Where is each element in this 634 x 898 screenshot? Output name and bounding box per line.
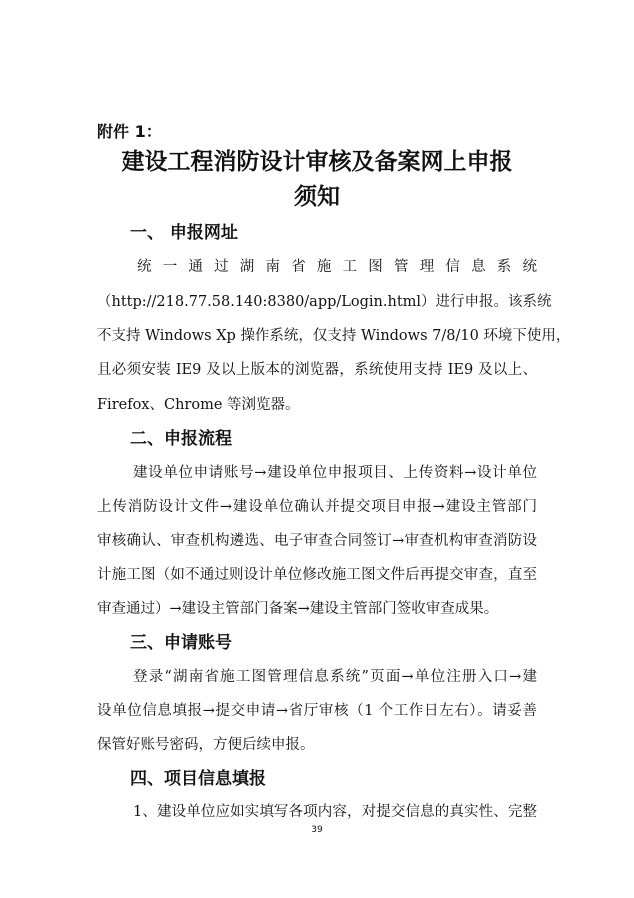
section-1-line-2: （http://218.77.58.140:8380/app/Login.html）进行申报。该系统	[97, 294, 552, 310]
section-2-line-2: 上传消防设计文件→建设单位确认并提交项目申报→建设主管部门	[97, 499, 537, 515]
section-2-line-4: 计施工图（如不通过则设计单位修改施工图文件后再提交审查，直至	[97, 567, 537, 583]
section-heading-1: 一、 申报网址	[130, 223, 238, 243]
section-1-line-5: Firefox、Chrome 等浏览器。	[97, 397, 300, 413]
section-1-line-4: 且必须安装 IE9 及以上版本的浏览器，系统使用支持 IE9 及以上、	[97, 362, 537, 378]
section-2-line-5: 审查通过）→建设主管部门备案→建设主管部门签收审查成果。	[97, 601, 499, 617]
section-2-line-1: 建设单位申请账号→建设单位申报项目、上传资料→设计单位	[133, 465, 537, 481]
section-heading-4: 四、项目信息填报	[130, 769, 266, 789]
section-4-line-1: 1、建设单位应如实填写各项内容，对提交信息的真实性、完整	[133, 804, 537, 820]
section-heading-2: 二、申报流程	[130, 429, 232, 449]
document-title-line-2: 须知	[294, 184, 340, 210]
attachment-label: 附件 1：	[97, 122, 162, 141]
section-heading-3: 三、申请账号	[130, 633, 232, 653]
section-1-line-3: 不支持 Windows Xp 操作系统，仅支持 Windows 7/8/10 环境下使用，	[97, 328, 571, 344]
section-2-line-3: 审核确认、审查机构遴选、电子审查合同签订→审查机构审查消防设	[97, 533, 537, 549]
document-title-line-1: 建设工程消防设计审核及备案网上申报	[121, 149, 513, 175]
section-1-line-1: 统 一 通 过 湖 南 省 施 工 图 管 理 信 息 系 统	[137, 259, 537, 275]
section-3-line-2: 设单位信息填报→提交申请→省厅审核（1 个工作日左右）。请妥善	[97, 703, 537, 719]
section-3-line-3: 保管好账号密码，方便后续申报。	[97, 737, 315, 753]
page-number: 39	[311, 825, 323, 835]
section-3-line-1: 登录“湖南省施工图管理信息系统”页面→单位注册入口→建	[133, 669, 537, 685]
